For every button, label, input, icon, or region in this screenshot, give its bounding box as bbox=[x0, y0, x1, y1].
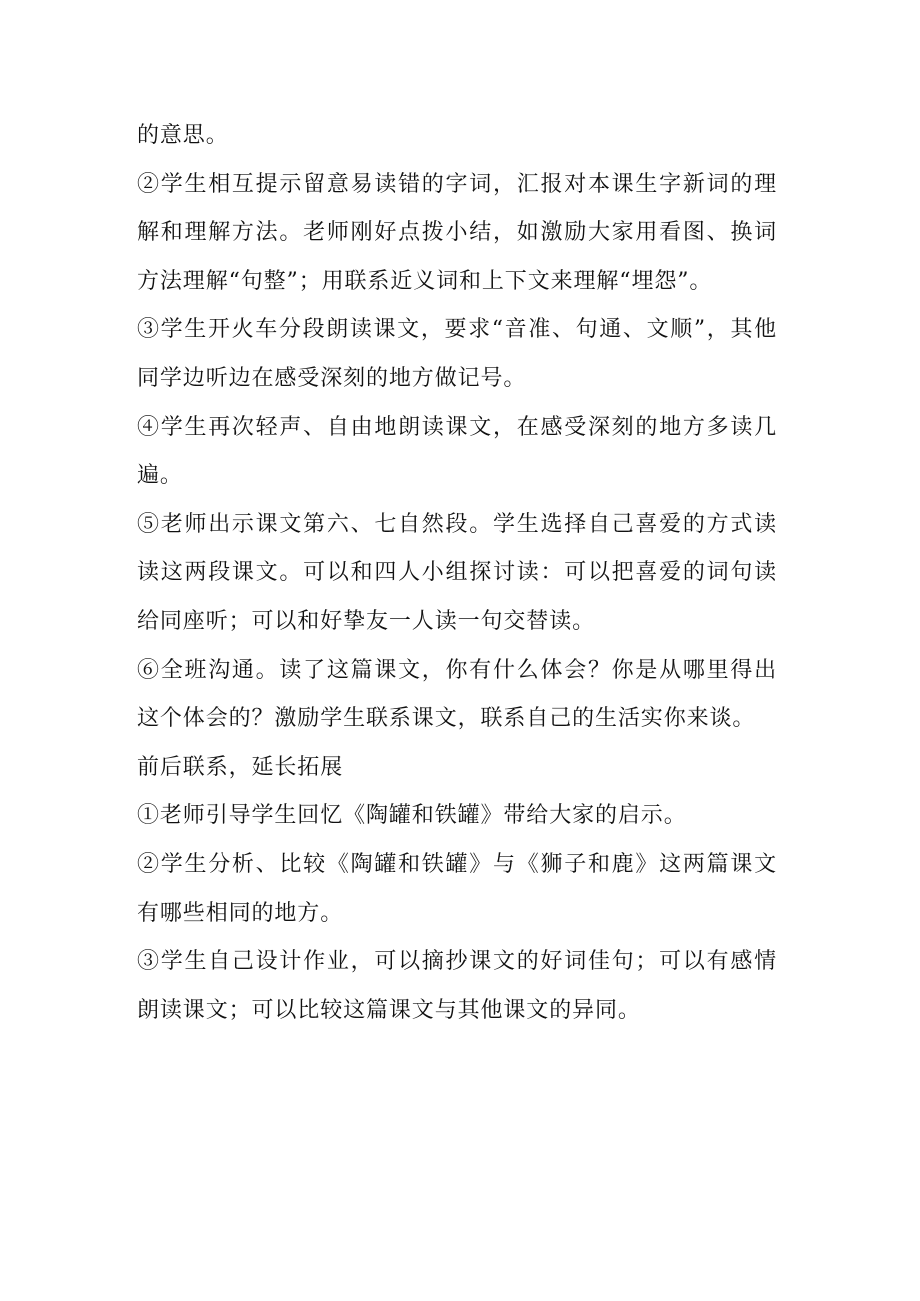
paragraph-extension-3: ③学生自己设计作业，可以摘抄课文的好词佳句；可以有感情朗读课文；可以比较这篇课文与其他课文的异同。 bbox=[137, 949, 777, 1023]
paragraph-step-5: ⑤老师出示课文第六、七自然段。学生选择自己喜爱的方式读读这两段课文。可以和四人小组探讨读：可以把喜爱的词句读给同座听；可以和好挚友一人读一句交替读。 bbox=[137, 511, 777, 634]
document-page bbox=[137, 112, 777, 1035]
paragraph-step-6: ⑥全班沟通。读了这篇课文，你有什么体会？你是从哪里得出这个体会的？激励学生联系课文，联系自己的生活实你来谈。 bbox=[137, 657, 777, 732]
paragraph-step-4: ④学生再次轻声、自由地朗读课文，在感受深刻的地方多读几遍。 bbox=[137, 414, 777, 489]
paragraph-continuation: 的意思。 bbox=[137, 123, 229, 148]
paragraph-extension-1: ①老师引导学生回忆《陶罐和铁罐》带给大家的启示。 bbox=[137, 803, 687, 829]
paragraph-step-2: ②学生相互提示留意易读错的字词，汇报对本课生字新词的理解和理解方法。老师刚好点拨小结，如激励大家用看图、换词方法理解“句整”；用联系近义词和上下文来理解“埋怨”。 bbox=[137, 171, 777, 294]
paragraph-extension-2: ②学生分析、比较《陶罐和铁罐》与《狮子和鹿》这两篇课文有哪些相同的地方。 bbox=[137, 851, 777, 926]
paragraph-step-3: ③学生开火车分段朗读课文，要求“音准、句通、文顺”，其他同学边听边在感受深刻的地方做记号。 bbox=[137, 317, 777, 391]
section-heading: 前后联系，延长拓展 bbox=[137, 754, 344, 780]
